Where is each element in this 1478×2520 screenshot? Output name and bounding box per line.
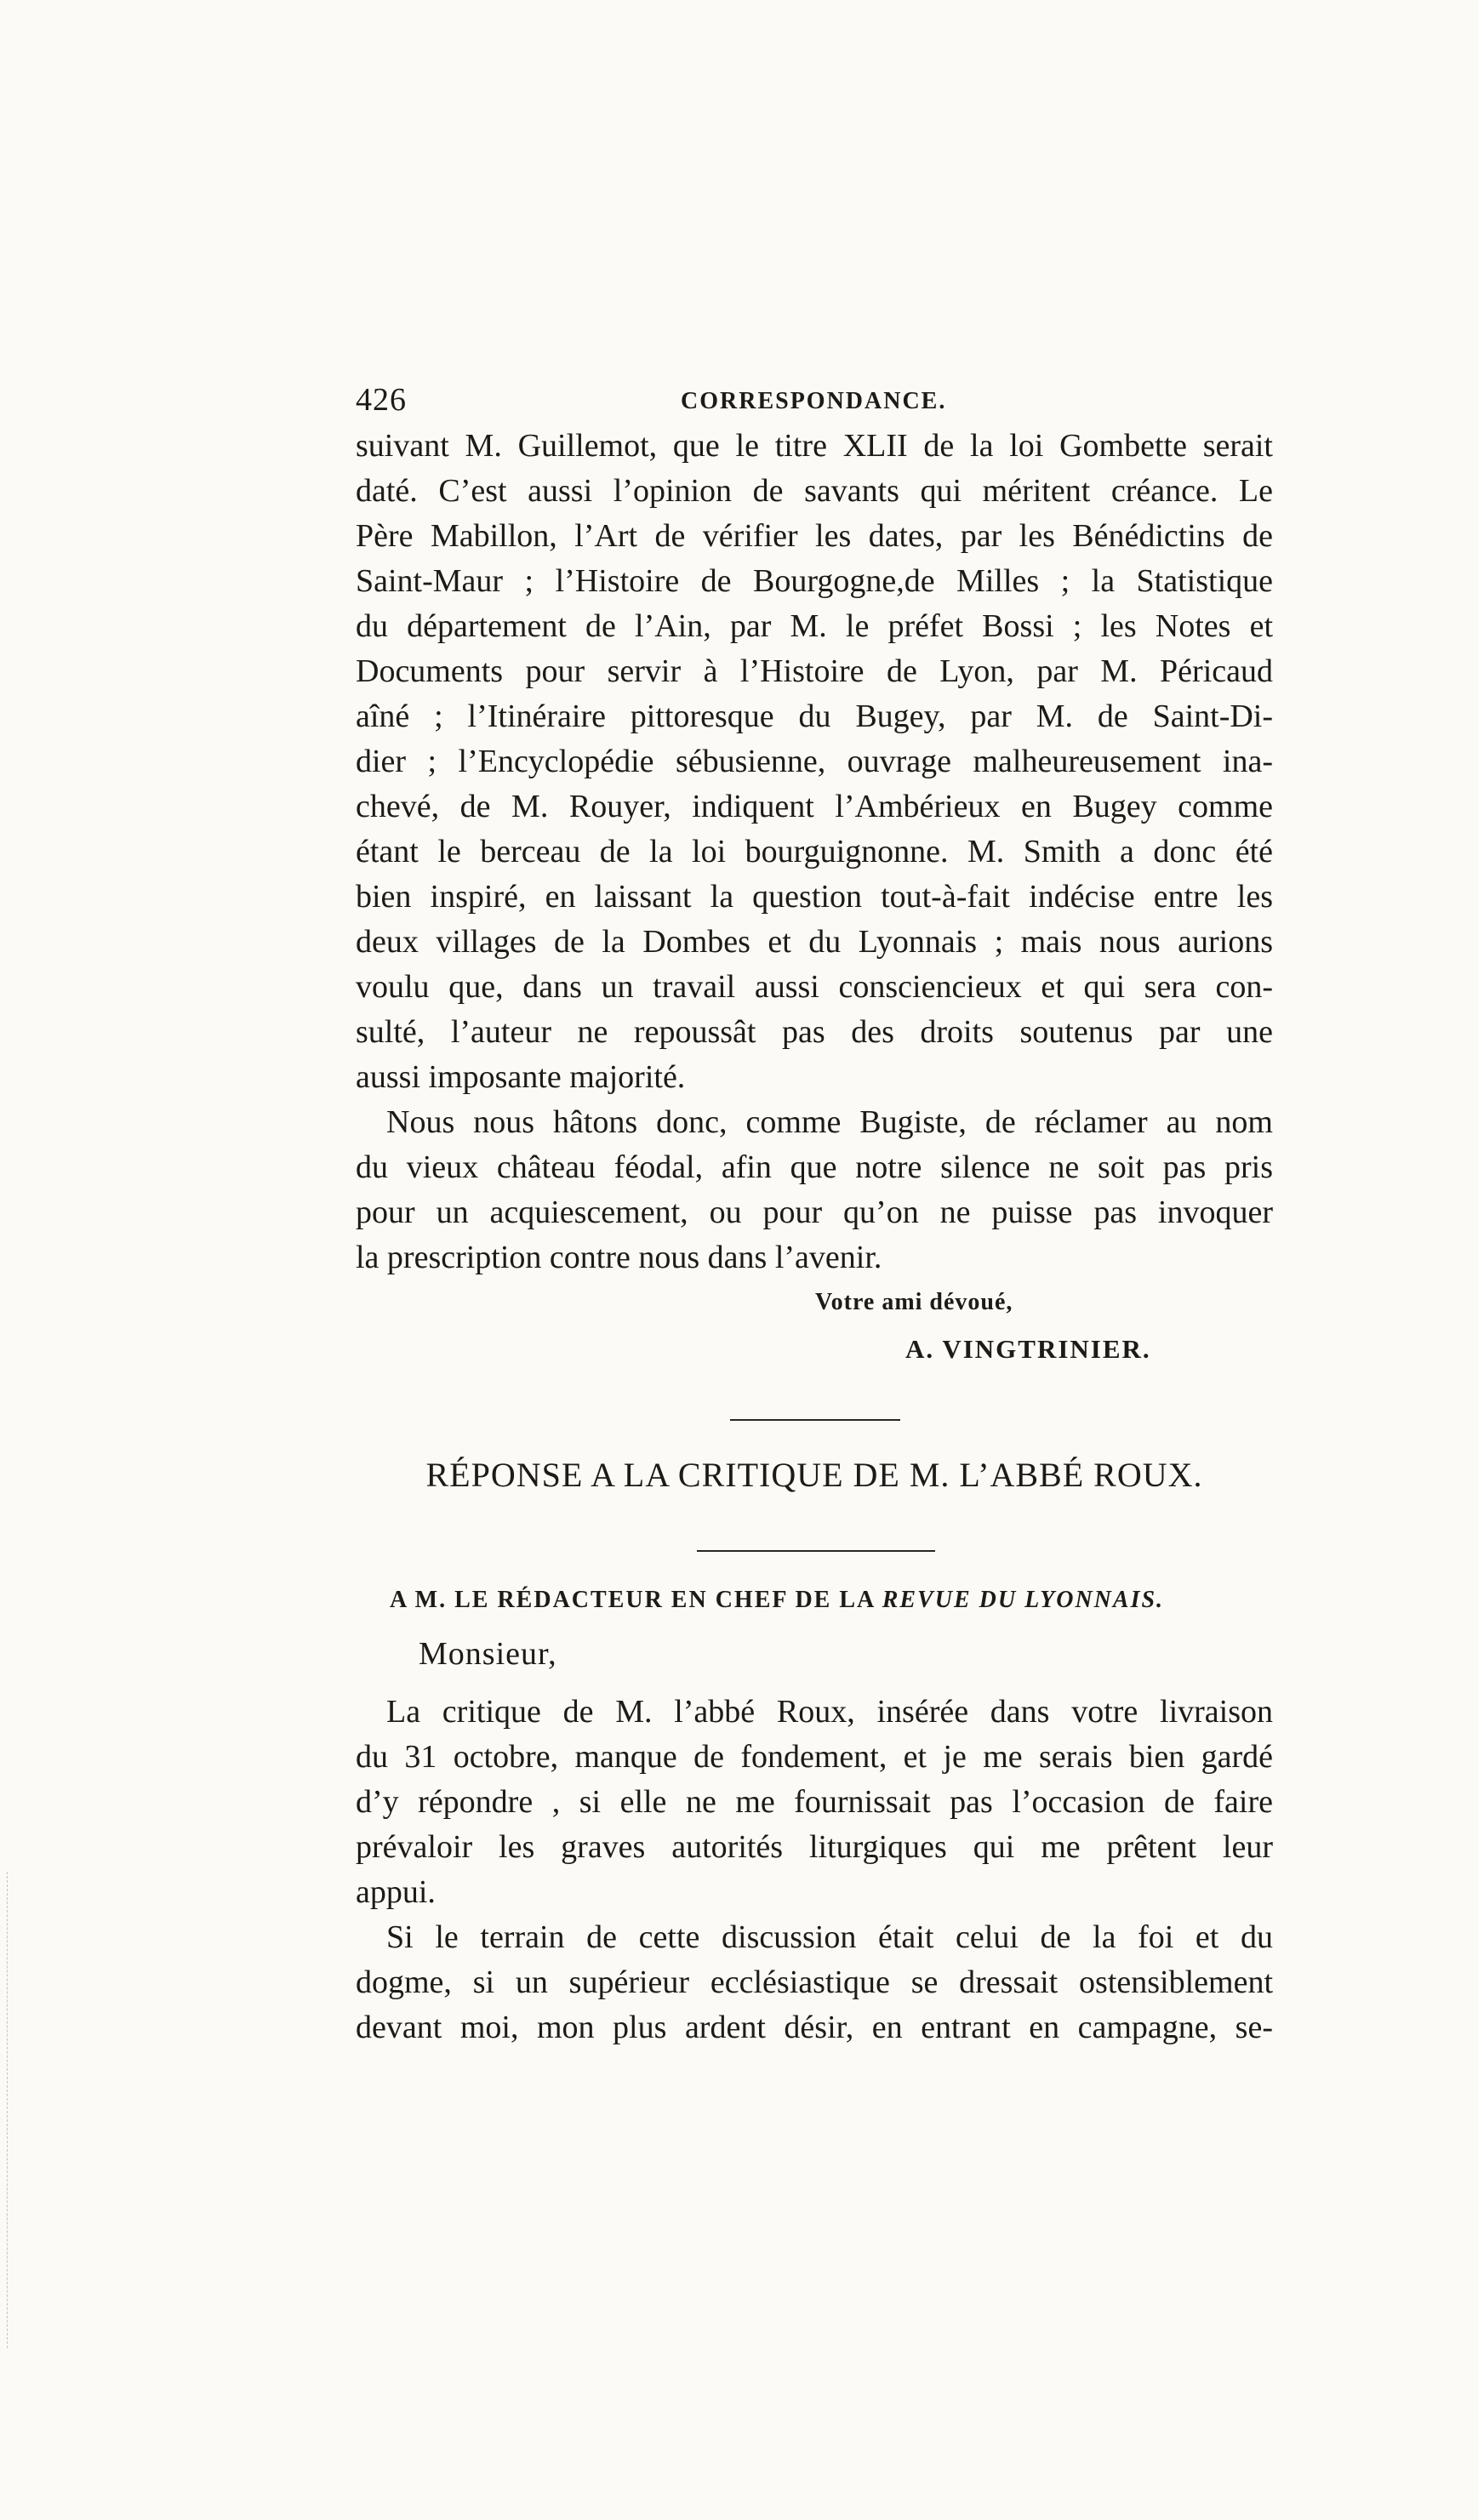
running-head: CORRESPONDANCE. bbox=[681, 388, 947, 414]
text-line: suivant M. Guillemot, que le titre XLII de la loi Gombette serait bbox=[356, 428, 1273, 464]
text-line: voulu que, dans un travail aussi consciencieux et qui sera con- bbox=[356, 969, 1273, 1005]
text-line: devant moi, mon plus ardent désir, en entrant en campagne, se- bbox=[356, 2010, 1273, 2045]
addressee-prefix: A M. LE RÉDACTEUR EN CHEF DE LA bbox=[390, 1587, 882, 1613]
reply-body bbox=[356, 1690, 1273, 2050]
text-line: dier ; l’Encyclopédie sébusienne, ouvrage malheureusement ina- bbox=[356, 744, 1273, 779]
text-line: Si le terrain de cette discussion était celui de la foi et du bbox=[386, 1919, 1273, 1955]
text-line: d’y répondre , si elle ne me fournissait pas l’occasion de faire bbox=[356, 1784, 1273, 1820]
scan-margin-artifact bbox=[7, 1872, 11, 2348]
text-line: du 31 octobre, manque de fondement, et je me serais bien gardé bbox=[356, 1739, 1273, 1775]
text-line: Documents pour servir à l’Histoire de Lyon, par M. Péricaud bbox=[356, 653, 1273, 689]
signature: A. VINGTRINIER. bbox=[905, 1334, 1151, 1364]
page-number: 426 bbox=[356, 382, 407, 418]
text-line: du département de l’Ain, par M. le préfet Bossi ; les Notes et bbox=[356, 608, 1273, 644]
text-line: étant le berceau de la loi bourguignonne. M. Smith a donc été bbox=[356, 834, 1273, 869]
text-line: aussi imposante majorité. bbox=[356, 1059, 686, 1095]
salutation: Monsieur, bbox=[419, 1636, 557, 1672]
text-line: La critique de M. l’abbé Roux, insérée dans votre livraison bbox=[386, 1694, 1273, 1730]
addressee-line bbox=[390, 1587, 1164, 1614]
text-line: Saint-Maur ; l’Histoire de Bourgogne,de Milles ; la Statistique bbox=[356, 563, 1273, 599]
text-line: du vieux château féodal, afin que notre silence ne soit pas pris bbox=[356, 1149, 1273, 1185]
closing-formula: Votre ami dévoué, bbox=[815, 1289, 1013, 1315]
text-line: dogme, si un supérieur ecclésiastique se dressait ostensiblement bbox=[356, 1964, 1273, 2000]
text-line: Père Mabillon, l’Art de vérifier les dates, par les Bénédictins de bbox=[356, 518, 1273, 554]
text-line: bien inspiré, en laissant la question tout-à-fait indécise entre les bbox=[356, 879, 1273, 915]
section-title: RÉPONSE A LA CRITIQUE DE M. L’ABBÉ ROUX. bbox=[425, 1456, 1203, 1494]
letter-body bbox=[356, 424, 1273, 1280]
divider-rule bbox=[730, 1419, 900, 1421]
divider-rule bbox=[697, 1550, 935, 1552]
text-line: Nous nous hâtons donc, comme Bugiste, de réclamer au nom bbox=[386, 1104, 1273, 1140]
text-line: daté. C’est aussi l’opinion de savants qui méritent créance. Le bbox=[356, 473, 1273, 509]
text-line: appui. bbox=[356, 1874, 436, 1910]
text-line: la prescription contre nous dans l’avenir. bbox=[356, 1240, 882, 1275]
text-line: aîné ; l’Itinéraire pittoresque du Bugey, par M. de Saint-Di- bbox=[356, 698, 1273, 734]
text-line: deux villages de la Dombes et du Lyonnais ; mais nous aurions bbox=[356, 924, 1273, 960]
text-line: sulté, l’auteur ne repoussât pas des droits soutenus par une bbox=[356, 1014, 1273, 1050]
text-line: pour un acquiescement, ou pour qu’on ne puisse pas invoquer bbox=[356, 1194, 1273, 1230]
text-line: chevé, de M. Rouyer, indiquent l’Ambérieux en Bugey comme bbox=[356, 789, 1273, 824]
text-line: prévaloir les graves autorités liturgiques qui me prêtent leur bbox=[356, 1829, 1273, 1865]
page-header bbox=[356, 381, 1275, 424]
journal-title: REVUE DU LYONNAIS. bbox=[882, 1587, 1165, 1613]
